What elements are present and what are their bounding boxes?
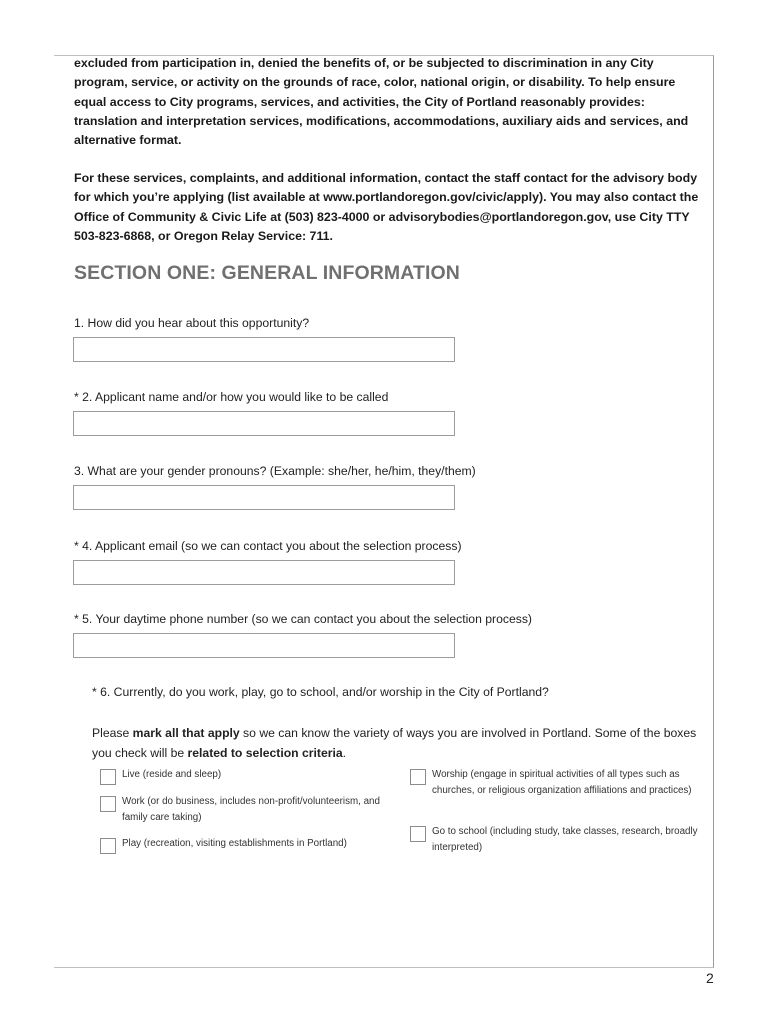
instructions-prefix: Please	[92, 726, 133, 740]
question-6-instructions	[92, 724, 702, 763]
question-2-input[interactable]	[73, 411, 455, 436]
section-title: SECTION ONE: GENERAL INFORMATION	[74, 262, 460, 284]
page-number: 2	[706, 970, 714, 986]
checkbox-play[interactable]	[100, 838, 116, 854]
question-5-input[interactable]	[73, 633, 455, 658]
option-live[interactable]	[100, 769, 400, 785]
question-2-label: * 2. Applicant name and/or how you would like to be called	[74, 390, 389, 404]
question-4-input[interactable]	[73, 560, 455, 585]
question-3-label: 3. What are your gender pronouns? (Example: she/her, he/him, they/them)	[74, 464, 476, 478]
question-4-label: * 4. Applicant email (so we can contact you about the selection process)	[74, 539, 462, 553]
option-play-label: Play (recreation, visiting establishments in Portland)	[122, 838, 347, 849]
option-play[interactable]	[100, 838, 400, 854]
question-1-input[interactable]	[73, 337, 455, 362]
question-5-label: * 5. Your daytime phone number (so we can contact you about the selection process)	[74, 612, 532, 626]
option-worship-label: Worship (engage in spiritual activities of all types such as churches, or religious organization affiliations and practices)	[432, 769, 692, 796]
option-work[interactable]	[100, 796, 400, 826]
instructions-emphasis-1: mark all that apply	[132, 726, 240, 740]
checkbox-worship[interactable]	[410, 769, 426, 785]
option-live-label: Live (reside and sleep)	[122, 769, 222, 780]
option-worship[interactable]	[410, 769, 700, 799]
checkbox-work[interactable]	[100, 796, 116, 812]
question-3-input[interactable]	[73, 485, 455, 510]
checkbox-live[interactable]	[100, 769, 116, 785]
option-school-label: Go to school (including study, take classes, research, broadly interpreted)	[432, 826, 698, 853]
question-1-label: 1. How did you hear about this opportunity?	[74, 316, 310, 330]
checkbox-school[interactable]	[410, 826, 426, 842]
option-school[interactable]	[410, 826, 700, 856]
contact-paragraph: For these services, complaints, and additional information, contact the staff contact for the advisory body for which you’re applying (list available at www.portlandoregon.gov/civic/apply). You may also contact the Office of Community & Civic Life at (503) 823-4000 or advisorybodies@portlandoregon.gov, use City TTY 503-823-6868, or Oregon Relay Service: 711.	[74, 171, 699, 243]
instructions-middle: so we can know the variety of ways you are involved in Portland. Some of the boxes you check will be	[92, 726, 697, 760]
instructions-suffix: .	[342, 745, 347, 760]
instructions-emphasis-2: related to selection criteria	[187, 745, 343, 760]
option-work-label: Work (or do business, includes non-profit/volunteerism, and family care taking)	[122, 796, 380, 823]
question-6-label: * 6. Currently, do you work, play, go to school, and/or worship in the City of Portland?	[92, 685, 549, 699]
nondiscrimination-paragraph: excluded from participation in, denied the benefits of, or be subjected to discrimination in any City program, service, or activity on the grounds of race, color, national origin, or disability. To help ensure equal access to City programs, services, and activities, the City of Portland reasonably provides: translation and interpretation services, modifications, accommodations, auxiliary aids and services, and alternative format.	[74, 56, 689, 148]
